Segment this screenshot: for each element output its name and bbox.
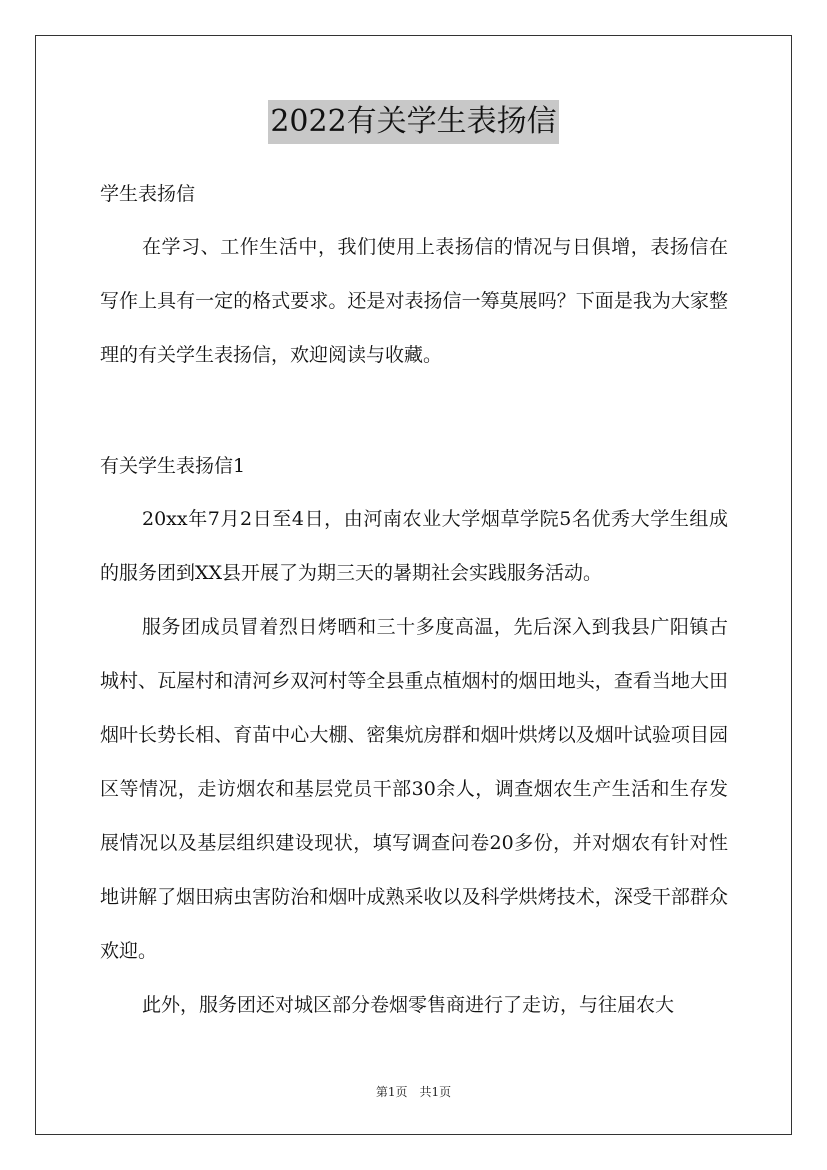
section-heading-student-letter: 学生表扬信 <box>100 183 196 205</box>
title-container <box>0 100 827 144</box>
page-footer: 第1页 共1页 <box>375 1085 452 1099</box>
body-paragraph: 服务团成员冒着烈日烤晒和三十多度高温，先后深入到我县广阳镇古城村、瓦屋村和清河乡双河村等全县重点植烟村的烟田地头，查看当地大田烟叶长势长相、育苗中心大棚、密集炕房群和烟叶烘烤以及烟叶试验项目园区等情况，走访烟农和基层党员干部30余人，调查烟农生产生活和生存发展情况以及基层组织建设现状，填写调查问卷20多份，并对烟农有针对性地讲解了烟田病虫害防治和烟叶成熟采收以及科学烘烤技术，深受干部群众欢迎。 <box>100 616 728 962</box>
body-paragraph: 20xx年7月2日至4日，由河南农业大学烟草学院5名优秀大学生组成的服务团到XX县开展了为期三天的暑期社会实践服务活动。 <box>100 508 728 584</box>
body-paragraph: 此外，服务团还对城区部分卷烟零售商进行了走访，与往届农大 <box>142 994 675 1016</box>
document-title: 2022有关学生表扬信 <box>268 100 558 144</box>
section-heading-letter-1: 有关学生表扬信1 <box>100 455 246 477</box>
intro-paragraph: 在学习、工作生活中，我们使用上表扬信的情况与日俱增，表扬信在写作上具有一定的格式要求。还是对表扬信一筹莫展吗？下面是我为大家整理的有关学生表扬信，欢迎阅读与收藏。 <box>100 236 728 366</box>
